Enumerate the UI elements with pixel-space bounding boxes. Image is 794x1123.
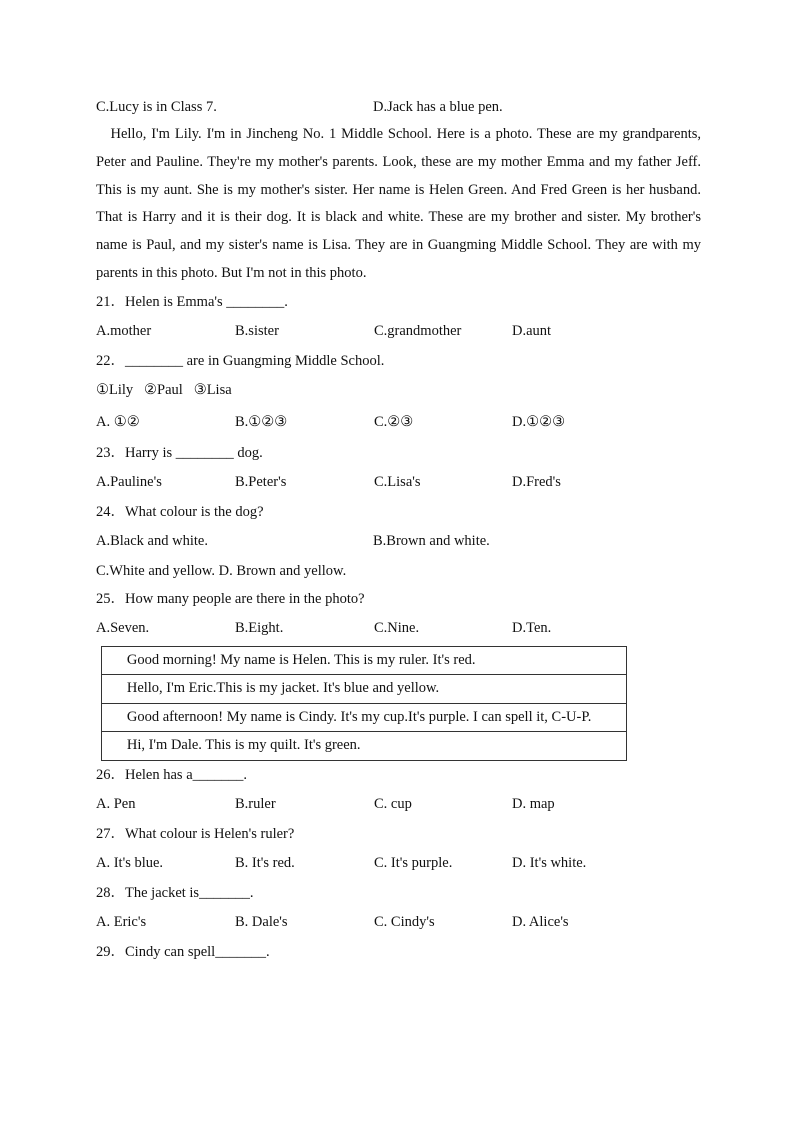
option-b: B. It's red. xyxy=(235,855,295,872)
option-b: B.Eight. xyxy=(235,620,284,637)
option-c: C.Nine. xyxy=(374,620,420,637)
question-23-options xyxy=(96,468,702,498)
option-a: A.Pauline's xyxy=(96,474,162,491)
question-29-stem: 29．Cindy can spell_______. xyxy=(96,943,270,960)
option-b: B.Brown and white. xyxy=(373,533,490,550)
question-28-stem: 28．The jacket is_______. xyxy=(96,884,254,901)
speaker-cindy: Good afternoon! My name is Cindy. It's my cup.It's purple. I can spell it, C-U-P. xyxy=(102,703,627,732)
option-c: C. Cindy's xyxy=(374,914,435,931)
question-22-choices: ①Lily ②Paul ③Lisa xyxy=(96,382,232,399)
speaker-helen: Good morning! My name is Helen. This is my ruler. It's red. xyxy=(102,646,627,675)
option-a: A. Pen xyxy=(96,796,136,813)
question-27-options xyxy=(96,849,702,879)
option-c: C.Lisa's xyxy=(374,474,421,491)
option-d: D. map xyxy=(512,796,555,813)
speaker-dale: Hi, I'm Dale. This is my quilt. It's green. xyxy=(102,732,627,761)
option-a: A. ①② xyxy=(96,413,140,430)
option-b: B.ruler xyxy=(235,796,276,813)
question-24-options-cd: C.White and yellow. D. Brown and yellow. xyxy=(96,562,347,579)
option-d: D.Ten. xyxy=(512,620,552,637)
worksheet-page xyxy=(96,93,702,967)
option-b: B. Dale's xyxy=(235,914,288,931)
option-d: D.Fred's xyxy=(512,474,561,491)
option-a: A.Seven. xyxy=(96,620,150,637)
option-c: C. cup xyxy=(374,796,412,813)
option-d: D.Jack has a blue pen. xyxy=(373,99,503,115)
question-24-options-ab xyxy=(96,527,702,557)
option-a: A. Eric's xyxy=(96,914,147,931)
question-22-stem: 22．________ are in Guangming Middle School. xyxy=(96,352,385,369)
question-24-stem: 24．What colour is the dog? xyxy=(96,503,264,520)
question-28-options xyxy=(96,908,702,938)
option-d: D.①②③ xyxy=(512,413,566,430)
option-c: C. It's purple. xyxy=(374,855,453,872)
question-25-options xyxy=(96,614,702,644)
option-b: B.①②③ xyxy=(235,413,288,430)
question-21-options xyxy=(96,317,702,347)
option-a: A.Black and white. xyxy=(96,533,208,550)
speaker-table xyxy=(101,646,627,761)
option-d: D.aunt xyxy=(512,323,552,340)
option-c: C.②③ xyxy=(374,413,414,430)
option-a: A. It's blue. xyxy=(96,855,164,872)
reading-passage: Hello, I'm Lily. I'm in Jincheng No. 1 Middle School. Here is a photo. These are my grandparents, Peter and Pauline. They're my mother's parents. Look, these are my mother Emma and my father Jeff. This is my aunt. She is my mother's sister. Her name is Helen Green. And Fred Green is her husband. That is Harry and it is their dog. It is black and white. These are my brother and sister. My brother's name is Paul, and my sister's name is Lisa. They are in Guangming Middle School. They are with my parents in this photo. But I'm not in this photo. xyxy=(96,126,701,281)
question-25-stem: 25．How many people are there in the photo? xyxy=(96,590,365,607)
question-21-stem: 21．Helen is Emma's ________. xyxy=(96,293,288,310)
question-23-stem: 23．Harry is ________ dog. xyxy=(96,444,263,461)
previous-question-options xyxy=(96,93,702,121)
option-c: C.grandmother xyxy=(374,323,462,340)
question-26-options xyxy=(96,790,702,820)
question-26-stem: 26．Helen has a_______. xyxy=(96,766,248,783)
question-22-options xyxy=(96,406,702,439)
option-c: C.Lucy is in Class 7. xyxy=(96,99,217,115)
option-a: A.mother xyxy=(96,323,152,340)
option-d: D. Alice's xyxy=(512,914,569,931)
option-b: B.Peter's xyxy=(235,474,287,491)
speaker-eric: Hello, I'm Eric.This is my jacket. It's blue and yellow. xyxy=(102,675,627,704)
option-b: B.sister xyxy=(235,323,279,340)
option-d: D. It's white. xyxy=(512,855,587,872)
question-27-stem: 27．What colour is Helen's ruler? xyxy=(96,825,295,842)
